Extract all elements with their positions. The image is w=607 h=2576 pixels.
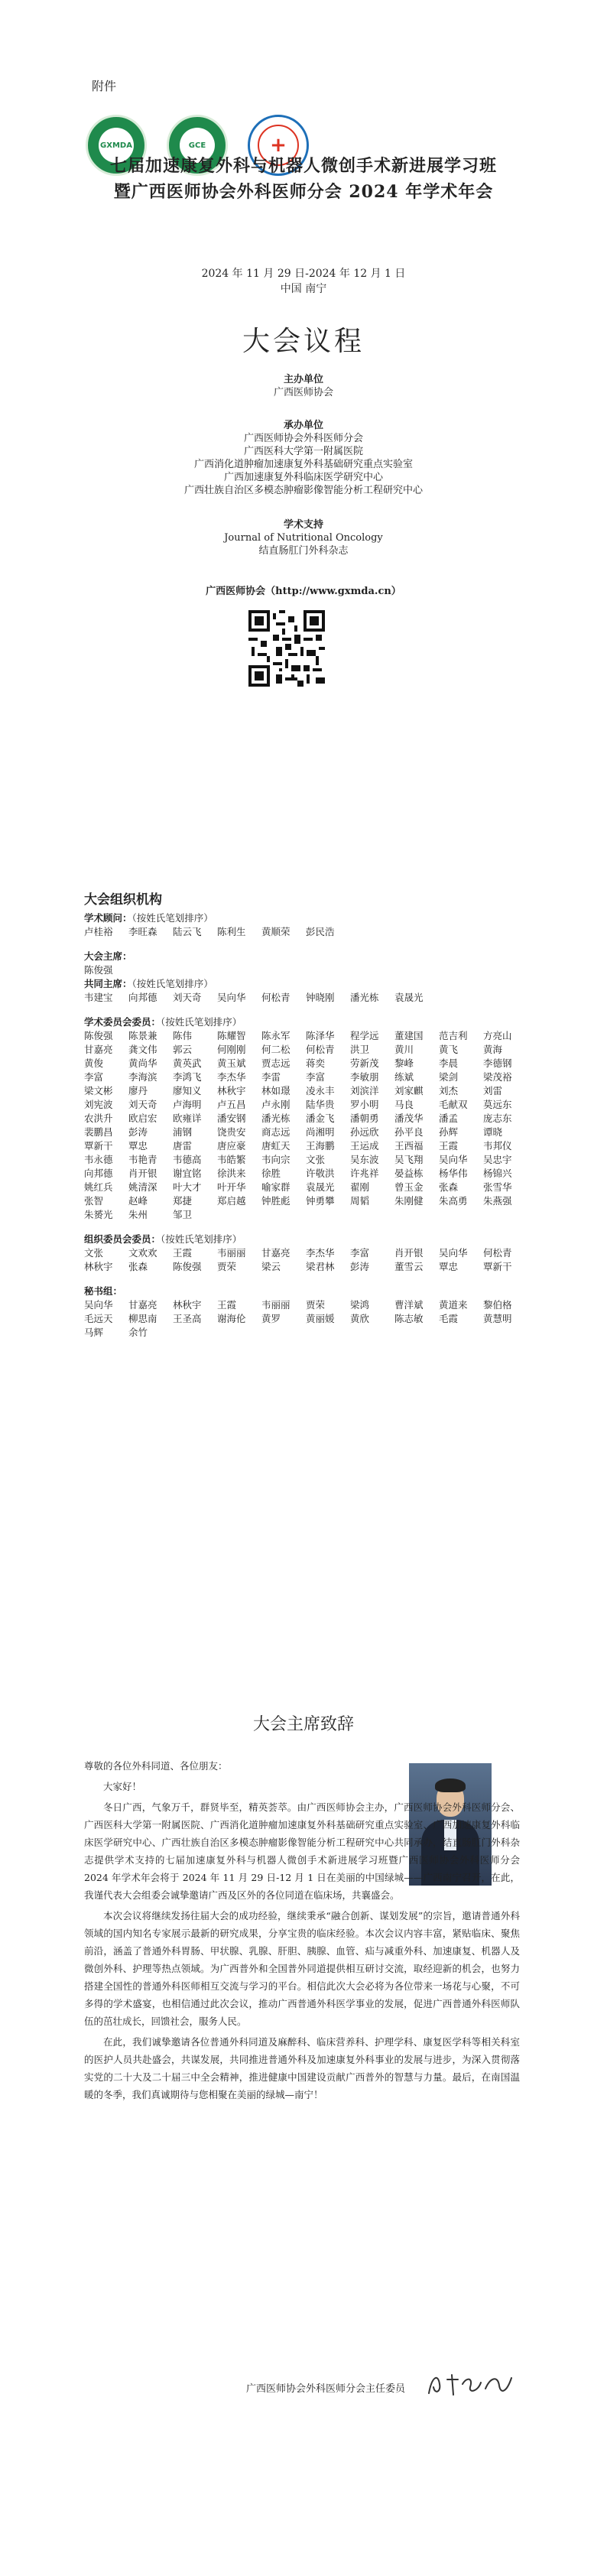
speech-greeting: 尊敬的各位外科同道、各位朋友：	[84, 1760, 228, 1772]
org-member-name: 廖丹	[128, 1085, 148, 1096]
org-member-name: 林秋宇	[173, 1299, 202, 1311]
org-member-name: 卢桂裕	[84, 926, 113, 937]
org-member-name: 吴向华	[439, 1247, 468, 1259]
org-member-name: 王海鹏	[306, 1140, 335, 1152]
org-member-name: 韦德高	[173, 1154, 202, 1165]
tech-support-label: 学术支持	[283, 519, 323, 531]
agenda-title: 大会议程	[242, 326, 365, 357]
org-member-name: 商志远	[261, 1126, 291, 1138]
org-member-name: 黄玉斌	[217, 1057, 246, 1069]
org-member-name: 潘金飞	[306, 1113, 335, 1124]
org-member-name: 郑启越	[217, 1195, 246, 1207]
org-member-name: 谢海伦	[217, 1313, 246, 1324]
org-member-name: 黄道来	[439, 1299, 468, 1311]
org-member-name: 陈伟	[173, 1030, 193, 1041]
org-member-name: 朱刚健	[394, 1195, 424, 1207]
organization-title: 大会组织机构	[84, 892, 162, 908]
org-member-name: 韦永德	[84, 1154, 113, 1165]
org-member-name: 甘嘉亮	[261, 1247, 291, 1259]
org-member-name: 程学远	[350, 1030, 379, 1041]
org-member-name: 龚文伟	[128, 1044, 157, 1055]
org-member-name: 唐应豪	[217, 1140, 246, 1152]
date-range: 2024 年 11 月 29 日-2024 年 12 月 1 日	[201, 268, 406, 280]
co-host-item: 广西壮族自治区多模态肿瘤影像智能分析工程研究中心	[183, 485, 423, 496]
org-member-name: 刘天奇	[128, 1099, 157, 1110]
speech-paragraph: 本次会议将继续发扬往届大会的成功经验，继续秉承“融合创新、谋划发展”的宗旨，邀请普通外科领域的国内知名专家展示最新的研究成果，分享宝贵的临床经验。本次会议内容丰富，紧贴临床、聚焦前沿，涵盖了普通外科胃肠、甲状腺、乳腺、肝胆、胰腺、血管、疝与减重外科、加速康复、机器人及微创外科、护理等热点领域。为广西普外和全国普外同道提供相互研讨交流，取经迎新的机会，也努力搭建全国性的普通外科医师相互交流与学习的平台。相信此次大会必将为各位带来一场花与心聚，不可多得的学术盛宴，也相信通过此次会议，推动广西普通外科医学事业的发展，促进广西普通外科医师队伍的茁壮成长，回馈社会，服务人民。	[84, 1910, 520, 2027]
org-member-name: 董建国	[394, 1030, 424, 1041]
org-member-name: 徐胜	[261, 1168, 281, 1179]
org-member-name: 蒋奕	[306, 1057, 326, 1069]
org-section-note: （按姓氏笔划排序）	[161, 1233, 242, 1245]
org-member-name: 贾荣	[306, 1299, 326, 1311]
speech-hello: 大家好！	[103, 1781, 142, 1792]
org-member-name: 黄俊	[84, 1057, 104, 1069]
gxmda-logo-text: GXMDA	[99, 128, 134, 163]
org-member-name: 林秋宇	[217, 1085, 246, 1096]
org-member-name: 刘家麒	[394, 1085, 424, 1096]
org-member-name: 潘孟	[439, 1113, 459, 1124]
org-member-name: 陈俊强	[84, 964, 113, 976]
co-host-label: 承办单位	[283, 420, 323, 431]
speech-signoff: 广西医师协会外科医师分会主任委员	[246, 2383, 406, 2395]
org-member-name: 李杰华	[217, 1071, 246, 1083]
org-member-name: 饶贵安	[217, 1126, 246, 1138]
org-spacer	[84, 1005, 527, 1015]
org-member-name: 陈永军	[261, 1030, 291, 1041]
org-member-name: 何松青	[483, 1247, 512, 1259]
org-member-name: 王西福	[394, 1140, 424, 1152]
org-member-name: 潘光栋	[350, 992, 379, 1003]
org-member-name: 潘安钢	[217, 1113, 246, 1124]
org-section-heading	[84, 950, 527, 963]
org-member-name: 翟刚	[350, 1181, 370, 1193]
org-member-name: 何二松	[261, 1044, 291, 1055]
website-link[interactable]: 广西医师协会（http://www.gxmda.cn）	[206, 586, 401, 597]
org-member-name: 杨华伟	[439, 1168, 468, 1179]
org-member-name: 黄飞	[439, 1044, 459, 1055]
org-member-name: 黄英武	[173, 1057, 202, 1069]
org-member-name: 吴忠宇	[483, 1154, 512, 1165]
host-item: 广西医师协会	[273, 387, 333, 398]
org-member-name: 黄欣	[350, 1313, 370, 1324]
org-member-name: 郑捷	[173, 1195, 193, 1207]
org-member-name: 许敬洪	[306, 1168, 335, 1179]
org-member-name: 孙远欣	[350, 1126, 379, 1138]
organization-sections	[84, 911, 527, 1340]
org-member-name: 韦向宗	[261, 1154, 291, 1165]
org-member-name: 梁云	[261, 1261, 281, 1272]
org-member-name: 黄顺荣	[261, 926, 291, 937]
org-member-name: 卢海明	[173, 1099, 202, 1110]
org-member-name: 梁文彬	[84, 1085, 113, 1096]
org-member-name: 陈志敏	[394, 1313, 424, 1324]
org-member-name: 韦邦仪	[483, 1140, 512, 1152]
org-member-name: 许兆祥	[350, 1168, 379, 1179]
org-member-name: 吴向华	[439, 1154, 468, 1165]
org-member-name: 黄罗	[261, 1313, 281, 1324]
org-member-name: 潘朝勇	[350, 1113, 379, 1124]
org-member-name: 黎峰	[394, 1057, 414, 1069]
org-member-name: 彭民浩	[306, 926, 335, 937]
org-member-name: 唐虹天	[261, 1140, 291, 1152]
org-member-name: 韦丽丽	[217, 1247, 246, 1259]
org-member-name: 毛霞	[439, 1313, 459, 1324]
org-member-name: 梁剑	[439, 1071, 459, 1083]
org-member-name: 李敏朋	[350, 1071, 379, 1083]
org-member-name: 梁茂裕	[483, 1071, 512, 1083]
org-member-name: 毛远天	[84, 1313, 113, 1324]
org-name-list	[84, 925, 527, 939]
org-member-name: 贾志远	[261, 1057, 291, 1069]
org-member-name: 韦艳青	[128, 1154, 157, 1165]
org-member-name: 张智	[84, 1195, 104, 1207]
co-host-item: 广西消化道肿瘤加速康复外科基础研究重点实验室	[193, 459, 413, 470]
org-member-name: 李旺森	[128, 926, 157, 937]
org-member-name: 曹洋斌	[394, 1299, 424, 1311]
org-member-name: 陈俊强	[173, 1261, 202, 1272]
org-member-name: 韦丽丽	[261, 1299, 291, 1311]
org-member-name: 王霞	[439, 1140, 459, 1152]
org-section-note: （按姓氏笔划排序）	[161, 1016, 242, 1028]
org-member-name: 邹卫	[173, 1209, 193, 1220]
org-section-heading	[84, 977, 527, 991]
org-member-name: 吴向华	[217, 992, 246, 1003]
organization-section	[84, 893, 527, 1340]
org-member-name: 卢永刚	[261, 1099, 291, 1110]
org-member-name: 陈景兼	[128, 1030, 157, 1041]
org-member-name: 李富	[350, 1247, 370, 1259]
org-member-name: 曾玉金	[394, 1181, 424, 1193]
host-label: 主办单位	[283, 374, 323, 385]
org-member-name: 黄慧明	[483, 1313, 512, 1324]
org-member-name: 彭涛	[350, 1261, 370, 1272]
org-member-name: 王圣高	[173, 1313, 202, 1324]
org-member-name: 潘光栋	[261, 1113, 291, 1124]
org-member-name: 刘滨洋	[350, 1085, 379, 1096]
org-member-name: 陈利生	[217, 926, 246, 937]
org-member-name: 韦皓繁	[217, 1154, 246, 1165]
org-member-name: 钟胜彪	[261, 1195, 291, 1207]
org-member-name: 郭云	[173, 1044, 193, 1055]
org-member-name: 肖开银	[394, 1247, 424, 1259]
org-member-name: 洪卫	[350, 1044, 370, 1055]
org-member-name: 董雪云	[394, 1261, 424, 1272]
org-member-name: 农洪升	[84, 1113, 113, 1124]
org-member-name: 钟勇攀	[306, 1195, 335, 1207]
org-member-name: 潘茂华	[394, 1113, 424, 1124]
org-section-label: 组织委员会委员：	[84, 1233, 161, 1245]
org-member-name: 何松青	[261, 992, 291, 1003]
org-section-heading	[84, 1233, 527, 1246]
org-spacer	[84, 939, 527, 950]
org-member-name: 张森	[439, 1181, 459, 1193]
org-member-name: 马辉	[84, 1327, 104, 1338]
conference-title	[0, 153, 607, 205]
org-member-name: 朱高勇	[439, 1195, 468, 1207]
org-member-name: 朱赟光	[84, 1209, 113, 1220]
org-member-name: 张森	[128, 1261, 148, 1272]
conference-title-line2: 暨广西医师协会外科医师分会 2024 年学术年会	[113, 182, 494, 202]
org-section-label: 学术顾问：	[84, 912, 132, 924]
org-member-name: 陈泽华	[306, 1030, 335, 1041]
org-section-label: 学术委员会委员：	[84, 1016, 161, 1028]
org-section-note: （按姓氏笔划排序）	[131, 912, 213, 924]
org-member-name: 李富	[306, 1071, 326, 1083]
org-section-label: 共同主席：	[84, 978, 132, 989]
org-member-name: 朱州	[128, 1209, 148, 1220]
org-member-name: 何松青	[306, 1044, 335, 1055]
speech-paragraph: 冬日广西，气象万千，群贤毕至，精英荟萃。由广西医师协会主办，广西医师协会外科医师分会、广西医科大学第一附属医院、广西消化道肿瘤加速康复外科基础研究重点实验室、广西加速康复外科临床医学研究中心、广西壮族自治区多模态肿瘤影像智能分析工程研究中心共同承办，结直肠肛门外科杂志提供学术支持的七届加速康复外科与机器人微创手术新进展学习班暨广西医师协会外科医师分会 2024 年学术年会将于 2024 年 11 月 29 日-12 月 1 日在美丽的中国绿城——广西南宁召开，在此，我谨代表大会组委会诚挚邀请广西及区外的各位同道在临床场，共襄盛会。	[84, 1801, 520, 1901]
org-member-name: 余竹	[128, 1327, 148, 1338]
org-member-name: 彭涛	[128, 1126, 148, 1138]
org-member-name: 陆云飞	[173, 926, 202, 937]
org-name-list	[84, 963, 527, 977]
org-member-name: 方亮山	[483, 1030, 512, 1041]
org-member-name: 甘嘉亮	[84, 1044, 113, 1055]
org-member-name: 劳新茂	[350, 1057, 379, 1069]
org-member-name: 唐雷	[173, 1140, 193, 1152]
medical-cross-logo-text: +	[258, 125, 299, 166]
org-member-name: 毛献双	[439, 1099, 468, 1110]
org-member-name: 晏益栋	[394, 1168, 424, 1179]
qr-code-icon	[248, 610, 325, 687]
org-member-name: 梁君林	[306, 1261, 335, 1272]
org-member-name: 孙辉	[439, 1126, 459, 1138]
org-section-heading	[84, 911, 527, 925]
org-member-name: 甘嘉亮	[128, 1299, 157, 1311]
org-member-name: 覃新干	[84, 1140, 113, 1152]
org-member-name: 庞志东	[483, 1113, 512, 1124]
org-member-name: 徐洪来	[217, 1168, 246, 1179]
org-member-name: 韦建宝	[84, 992, 113, 1003]
speech-paragraph: 在此，我们诚挚邀请各位普通外科同道及麻醉科、临床营养科、护理学科、康复医学科等相关科室的医护人员共赴盛会，共谋发展，共同推进普通外科及加速康复外科事业的发展与进步，为深入贯彻落实党的二十大及二十届三中全会精神，推进健康中国建设贡献广西普外的智慧与力量。最后，在南国温暖的冬季，我们真诚期待与您相聚在美丽的绿城—南宁！	[84, 2036, 520, 2100]
org-member-name: 马良	[394, 1099, 414, 1110]
org-member-name: 刘宪波	[84, 1099, 113, 1110]
org-member-name: 黄丽媛	[306, 1313, 335, 1324]
org-member-name: 卢五昌	[217, 1099, 246, 1110]
org-member-name: 谢宜铭	[173, 1168, 202, 1179]
conference-title-line1: 七届加速康复外科与机器人微创手术新进展学习班	[109, 156, 497, 176]
org-member-name: 梁鸿	[350, 1299, 370, 1311]
org-member-name: 吴向华	[84, 1299, 113, 1311]
org-member-name: 覃忠	[439, 1261, 459, 1272]
org-member-name: 王运成	[350, 1140, 379, 1152]
org-section-heading	[84, 1015, 527, 1029]
org-member-name: 向邦德	[84, 1168, 113, 1179]
org-member-name: 孙平良	[394, 1126, 424, 1138]
org-member-name: 文张	[84, 1247, 104, 1259]
org-member-name: 袁晟光	[306, 1181, 335, 1193]
org-member-name: 李鸿飞	[173, 1071, 202, 1083]
org-member-name: 李雷	[261, 1071, 281, 1083]
place: 中国 南宁	[280, 283, 327, 295]
org-member-name: 叶大才	[173, 1181, 202, 1193]
org-section-label: 大会主席：	[84, 950, 132, 962]
org-member-name: 柳思南	[128, 1313, 157, 1324]
org-member-name: 陈俊强	[84, 1030, 113, 1041]
org-member-name: 练斌	[394, 1071, 414, 1083]
org-member-name: 刘天奇	[173, 992, 202, 1003]
org-member-name: 裴鹏昌	[84, 1126, 113, 1138]
org-member-name: 覃忠	[128, 1140, 148, 1152]
org-member-name: 李富	[84, 1071, 104, 1083]
org-member-name: 尚湘明	[306, 1126, 335, 1138]
org-member-name: 钟晓刚	[306, 992, 335, 1003]
org-member-name: 黄尚华	[128, 1057, 157, 1069]
org-name-list	[84, 1029, 527, 1222]
org-name-list	[84, 1298, 527, 1340]
org-member-name: 文张	[306, 1154, 326, 1165]
org-member-name: 李海滨	[128, 1071, 157, 1083]
org-member-name: 林如璟	[261, 1085, 291, 1096]
org-member-name: 覃新干	[483, 1261, 512, 1272]
org-member-name: 李晨	[439, 1057, 459, 1069]
org-member-name: 贾荣	[217, 1261, 237, 1272]
speech-title: 大会主席致辞	[252, 1715, 354, 1734]
org-member-name: 范吉利	[439, 1030, 468, 1041]
org-member-name: 陆华贵	[306, 1099, 335, 1110]
org-member-name: 李德钢	[483, 1057, 512, 1069]
org-member-name: 叶开华	[217, 1181, 246, 1193]
org-member-name: 王霞	[217, 1299, 237, 1311]
org-member-name: 欧雍详	[173, 1113, 202, 1124]
date-place	[0, 266, 607, 297]
co-host-section	[0, 419, 607, 497]
attachment-label: 附件	[92, 79, 117, 93]
org-member-name: 刘杰	[439, 1085, 459, 1096]
host-section	[0, 373, 607, 399]
org-member-name: 袁晟光	[394, 992, 424, 1003]
org-member-name: 赵峰	[128, 1195, 148, 1207]
org-spacer	[84, 1274, 527, 1285]
org-member-name: 林秋宇	[84, 1261, 113, 1272]
co-host-item: 广西医科大学第一附属医院	[243, 446, 363, 457]
tech-support-item: Journal of Nutritional Oncology	[224, 532, 383, 544]
org-member-name: 黄川	[394, 1044, 414, 1055]
org-member-name: 吴东波	[350, 1154, 379, 1165]
tech-support-item: 结直肠肛门外科杂志	[258, 545, 349, 557]
org-member-name: 李杰华	[306, 1247, 335, 1259]
org-member-name: 姚清深	[128, 1181, 157, 1193]
org-member-name: 张雪华	[483, 1181, 512, 1193]
org-member-name: 肖开银	[128, 1168, 157, 1179]
org-member-name: 向邦德	[128, 992, 157, 1003]
org-member-name: 何刚刚	[217, 1044, 246, 1055]
org-section-label: 秘书组：	[84, 1285, 123, 1297]
org-member-name: 王霞	[173, 1247, 193, 1259]
org-spacer	[84, 1222, 527, 1233]
org-member-name: 周韬	[350, 1195, 370, 1207]
co-host-item: 广西医师协会外科医师分会	[243, 433, 363, 444]
org-member-name: 廖知义	[173, 1085, 202, 1096]
org-name-list	[84, 1246, 527, 1274]
org-member-name: 喻家群	[261, 1181, 291, 1193]
org-member-name: 文欢欢	[128, 1247, 157, 1259]
org-member-name: 刘雷	[483, 1085, 503, 1096]
gce-logo-text: GCE	[180, 128, 215, 163]
org-member-name: 罗小明	[350, 1099, 379, 1110]
speech-body	[84, 1757, 520, 2107]
org-name-list	[84, 991, 527, 1005]
signature-icon	[424, 2369, 516, 2399]
org-member-name: 凌永丰	[306, 1085, 335, 1096]
org-member-name: 吴飞翔	[394, 1154, 424, 1165]
org-member-name: 浦钢	[173, 1126, 193, 1138]
tech-support-section	[0, 518, 607, 557]
org-member-name: 谭晓	[483, 1126, 503, 1138]
org-member-name: 杨锦兴	[483, 1168, 512, 1179]
org-member-name: 陈耀智	[217, 1030, 246, 1041]
co-host-item: 广西加速康复外科临床医学研究中心	[223, 472, 383, 483]
org-section-note: （按姓氏笔划排序）	[131, 978, 213, 989]
org-member-name: 欧启宏	[128, 1113, 157, 1124]
org-member-name: 黎伯格	[483, 1299, 512, 1311]
org-member-name: 莫远东	[483, 1099, 512, 1110]
org-section-heading	[84, 1285, 527, 1298]
org-member-name: 姚红兵	[84, 1181, 113, 1193]
org-member-name: 黄海	[483, 1044, 503, 1055]
org-member-name: 朱燕强	[483, 1195, 512, 1207]
